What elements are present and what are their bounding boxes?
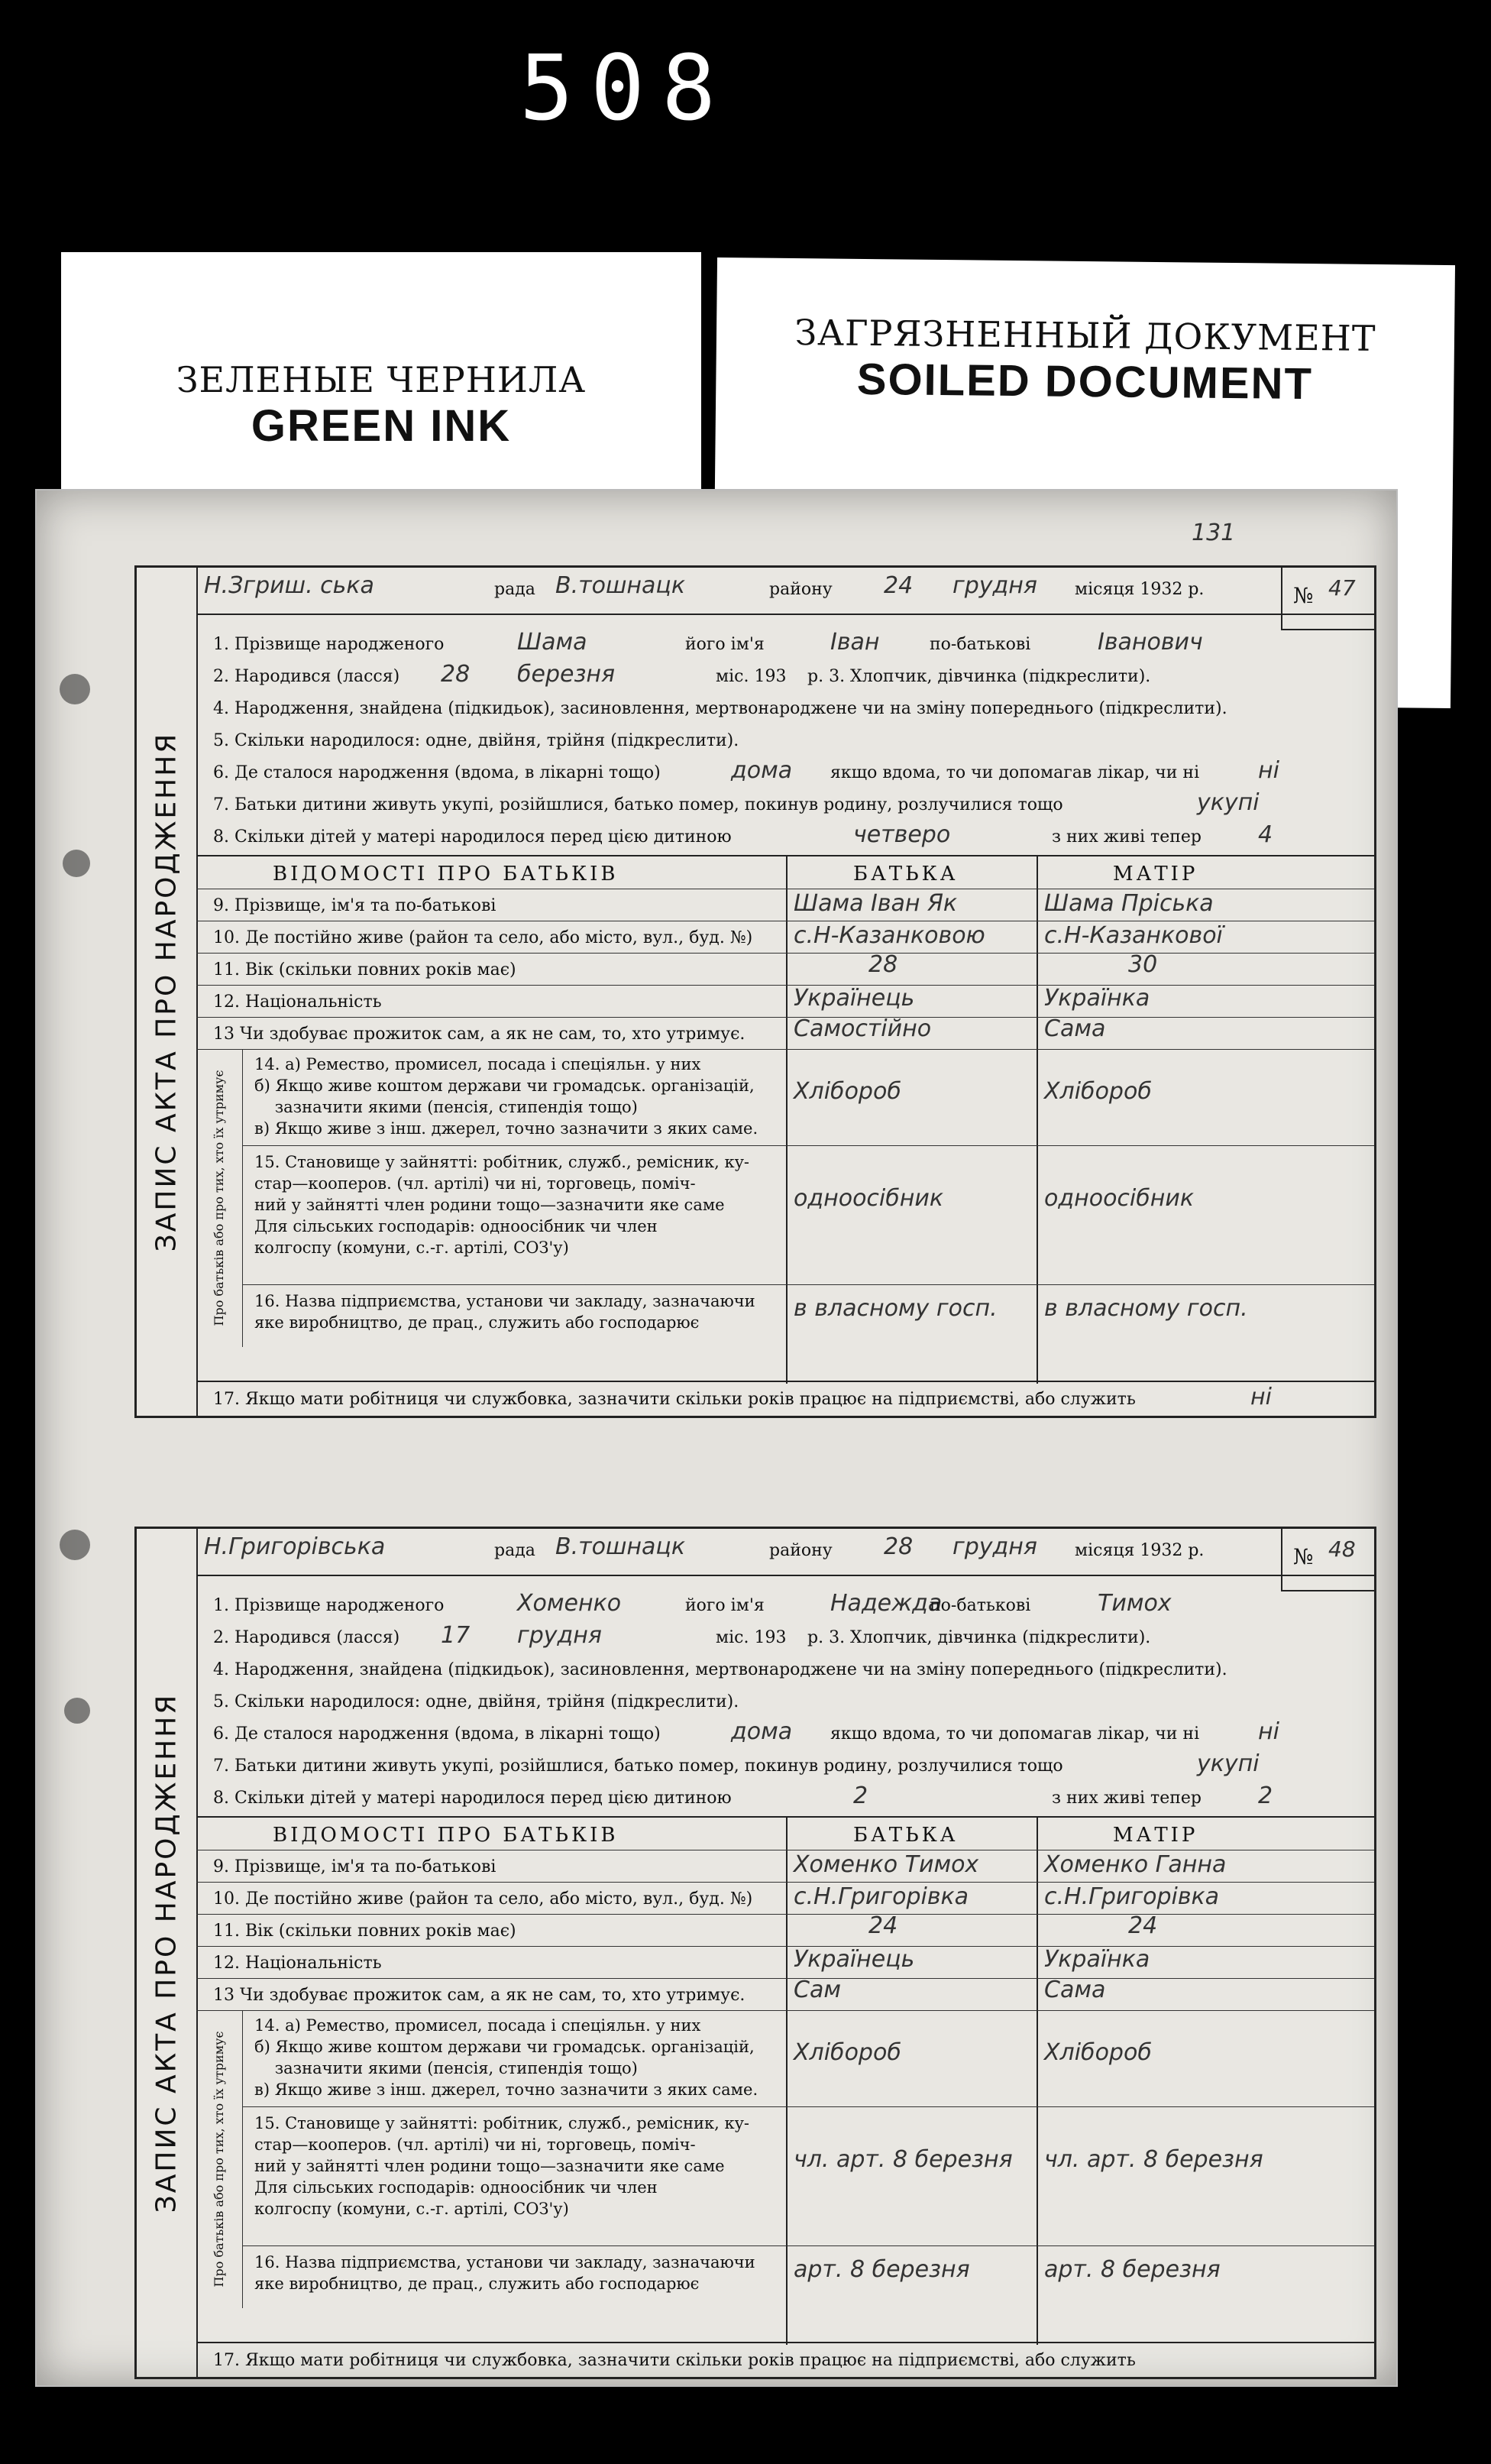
row-7 [196, 1749, 1374, 1781]
row-8 [196, 1781, 1374, 1813]
row-5 [196, 1685, 1374, 1717]
row-9-label: 9. Прізвище, ім'я та по-батькові [213, 1857, 496, 1876]
green-ink-label [61, 252, 701, 504]
record-header [196, 1529, 1374, 1576]
row-17-label: 17. Якщо мати робітниця чи службовка, зазначити скільки років працює на підприємстві, або служить [213, 1390, 1136, 1409]
rayon-label: району [769, 1541, 833, 1560]
children-alive: 2 [1258, 1782, 1273, 1809]
binding-hole [60, 674, 90, 704]
row-11-label: 11. Вік (скільки повних років має) [213, 960, 516, 979]
row-9-label: 9. Прізвище, ім'я та по-батькові [213, 896, 496, 915]
doctor-value: ні [1258, 757, 1279, 784]
row-5 [196, 724, 1374, 756]
soiled-label-ru: ЗАГРЯЗНЕННЫЙ ДОКУМЕНТ [794, 312, 1376, 359]
record-side-title: ЗАПИС АКТА ПРО НАРОДЖЕННЯ [137, 1529, 198, 2377]
row-17 [196, 1381, 1374, 1416]
row-14-label: 14. а) Ремество, промисел, посада і спеціяльн. у них б) Якщо живе коштом держави чи громадськ. організацій, зазначити якими (пенсія, стипендія тощо) в) Якщо живе з інш. джерел, точно зазначити з яких саме. [254, 1055, 758, 1138]
born-day: 28 [441, 661, 471, 688]
mother-name: Хоменко Ганна [1044, 1851, 1227, 1878]
row-17-label: 17. Якщо мати робітниця чи службовка, зазначити скільки років працює на підприємстві, або служить [213, 2351, 1136, 2370]
father-name: Хоменко Тимох [794, 1851, 979, 1878]
father-status: одноосібник [794, 1185, 943, 1212]
mother-age: 24 [1128, 1912, 1158, 1939]
district-value: В.тошнацк [555, 572, 685, 599]
row-1-name-label: його ім'я [685, 1596, 765, 1615]
birth-record [134, 565, 1376, 1418]
row-1 [196, 1588, 1374, 1621]
row-4-label: 4. Народження, знайдена (підкидьок), засиновлення, мертвонароджене чи на зміну попереднього (підкреслити). [213, 699, 1227, 718]
record-number-box [1281, 1529, 1374, 1591]
row-8-label: 8. Скільки дітей у матері народилося перед цією дитиною [213, 827, 732, 847]
father-support: Сам [794, 1977, 841, 2003]
parents-header: ВІДОМОСТІ ПРО БАТЬКІВ [273, 1824, 619, 1847]
row-17 [196, 2342, 1374, 2377]
row-6 [196, 1717, 1374, 1749]
binding-hole [64, 1698, 90, 1724]
row-12-label: 12. Національність [213, 992, 382, 1012]
day-value: 28 [884, 1533, 914, 1560]
parents-header: ВІДОМОСТІ ПРО БАТЬКІВ [273, 863, 619, 886]
row-4 [196, 691, 1374, 724]
row-2-month-label: міс. 193 [716, 667, 787, 686]
parents-status: укупі [1197, 1750, 1260, 1777]
children-before: четверо [853, 821, 951, 848]
side-note: Про батьків або про тих, хто їх утримує [196, 2010, 243, 2308]
mother-column-header: МАТІР [1113, 863, 1198, 886]
mother-residence: с.Н-Казанкової [1044, 922, 1223, 949]
binding-hole [60, 1530, 90, 1560]
row-1-patronymic-label: по-батькові [930, 635, 1031, 654]
born-month: березня [517, 661, 616, 688]
mother-workplace: арт. 8 березня [1044, 2256, 1221, 2283]
row-13-label: 13 Чи здобуває прожиток сам, а як не сам, то, хто утримує. [213, 1986, 746, 2005]
rayon-label: району [769, 580, 833, 599]
village-council-value: Н.Згриш. ська [204, 572, 374, 599]
row-7-label: 7. Батьки дитини живуть укупі, розійшлися, батько помер, покинув родину, розлучилися тощо [213, 795, 1063, 814]
row-2-label: 2. Народився (ласся) [213, 667, 400, 686]
mother-nationality: Українка [1044, 1946, 1150, 1973]
row-1 [196, 627, 1374, 659]
row-13-label: 13 Чи здобуває прожиток сам, а як не сам, то, хто утримує. [213, 1025, 746, 1044]
children-alive: 4 [1258, 821, 1273, 848]
mother-occupation: Хлібороб [1044, 2039, 1152, 2066]
row-1-label: 1. Прізвище народженого [213, 635, 445, 654]
mother-workplace: в власному госп. [1044, 1295, 1248, 1322]
row-1-patronymic-label: по-батькові [930, 1596, 1031, 1615]
month-year-label: місяця 1932 р. [1075, 1541, 1205, 1560]
month-year-label: місяця 1932 р. [1075, 580, 1205, 599]
row-2 [196, 1621, 1374, 1653]
row-12-label: 12. Національність [213, 1954, 382, 1973]
children-before: 2 [853, 1782, 868, 1809]
page-number-handwritten: 131 [1192, 520, 1236, 546]
number-sign: № [1293, 1544, 1314, 1569]
mother-status: одноосібник [1044, 1185, 1194, 1212]
row-1-label: 1. Прізвище народженого [213, 1596, 445, 1615]
row-8 [196, 820, 1374, 852]
row-2-sex-label: р. 3. Хлопчик, дівчинка (підкреслити). [807, 1628, 1151, 1647]
month-value: грудня [952, 572, 1037, 599]
father-occupation: Хлібороб [794, 1078, 901, 1105]
row-2-month-label: міс. 193 [716, 1628, 787, 1647]
record-number: 47 [1328, 575, 1356, 601]
father-occupation: Хлібороб [794, 2039, 901, 2066]
father-nationality: Українець [794, 985, 915, 1012]
record-number-box [1281, 568, 1374, 630]
row-4 [196, 1653, 1374, 1685]
row-2-sex-label: р. 3. Хлопчик, дівчинка (підкреслити). [807, 667, 1151, 686]
parents-table [196, 855, 1374, 1384]
birth-place: дома [731, 757, 793, 784]
father-status: чл. арт. 8 березня [794, 2146, 1013, 2173]
child-patronymic: Тимох [1098, 1590, 1172, 1617]
father-residence: с.Н.Григорівка [794, 1883, 969, 1910]
mother-residence: с.Н.Григорівка [1044, 1883, 1220, 1910]
row-6 [196, 756, 1374, 788]
day-value: 24 [884, 572, 914, 599]
mother-support: Сама [1044, 1015, 1106, 1042]
mother-column-header: МАТІР [1113, 1824, 1198, 1847]
row-10-label: 10. Де постійно живе (район та село, або місто, вул., буд. №) [213, 1889, 753, 1909]
child-name: Іван [830, 629, 880, 656]
village-council-value: Н.Григорівська [204, 1533, 386, 1560]
row-11-label: 11. Вік (скільки повних років має) [213, 1922, 516, 1941]
father-age: 24 [868, 1912, 898, 1939]
rada-label: рада [494, 1541, 535, 1560]
father-nationality: Українець [794, 1946, 915, 1973]
mother-age: 30 [1128, 951, 1158, 978]
mother-status: чл. арт. 8 березня [1044, 2146, 1263, 2173]
green-ink-label-en: GREEN INK [251, 401, 512, 451]
mother-name: Шама Пріська [1044, 890, 1214, 917]
row-6-doctor-label: якщо вдома, то чи допомагав лікар, чи ні [830, 763, 1200, 782]
father-workplace: в власному госп. [794, 1295, 998, 1322]
row-15-label: 15. Становище у зайнятті: робітник, служб., ремісник, ку- стар—кооперов. (чл. артілі) чи ні, торговець, поміч- ний у зайнятті член родини тощо—зазначити яке саме Для сільських господарів: одноосібник чи член колгоспу (комуни, с.-г. артілі, СОЗ'у) [254, 1153, 750, 1257]
row-6-label: 6. Де сталося народження (вдома, в лікарні тощо) [213, 1724, 661, 1744]
row-15-label: 15. Становище у зайнятті: робітник, служб., ремісник, ку- стар—кооперов. (чл. артілі) чи ні, торговець, поміч- ний у зайнятті член родини тощо—зазначити яке саме Для сільських господарів: одноосібник чи член колгоспу (комуни, с.-г. артілі, СОЗ'у) [254, 2114, 750, 2218]
row-16-label: 16. Назва підприємства, установи чи закладу, зазначаючи яке виробництво, де прац., служить або господарює [254, 2253, 755, 2293]
record-number: 48 [1328, 1536, 1356, 1562]
month-value: грудня [952, 1533, 1037, 1560]
green-ink-label-ru: ЗЕЛЕНЫЕ ЧЕРНИЛА [176, 359, 587, 400]
number-sign: № [1293, 583, 1314, 608]
parents-status: укупі [1197, 789, 1260, 816]
father-name: Шама Іван Як [794, 890, 958, 917]
child-surname: Хоменко [517, 1590, 622, 1617]
doctor-value: ні [1258, 1718, 1279, 1745]
record-header [196, 568, 1374, 615]
father-age: 28 [868, 951, 898, 978]
row-8-label: 8. Скільки дітей у матері народилося перед цією дитиною [213, 1789, 732, 1808]
rada-label: рада [494, 580, 535, 599]
record-side-title: ЗАПИС АКТА ПРО НАРОДЖЕННЯ [137, 568, 198, 1416]
microfilm-frame-number: 508 [519, 35, 733, 141]
father-workplace: арт. 8 березня [794, 2256, 970, 2283]
binding-hole [63, 850, 90, 877]
row-6-label: 6. Де сталося народження (вдома, в лікарні тощо) [213, 763, 661, 782]
row-2-label: 2. Народився (ласся) [213, 1628, 400, 1647]
row-2 [196, 659, 1374, 691]
father-column-header: БАТЬКА [853, 863, 959, 886]
birth-record [134, 1527, 1376, 2379]
mother-support: Сама [1044, 1977, 1106, 2003]
child-name: Надежда [830, 1590, 943, 1617]
side-note: Про батьків або про тих, хто їх утримує [196, 1049, 243, 1347]
row-6-doctor-label: якщо вдома, то чи допомагав лікар, чи ні [830, 1724, 1200, 1744]
row-7-label: 7. Батьки дитини живуть укупі, розійшлися, батько помер, покинув родину, розлучилися тощо [213, 1757, 1063, 1776]
row-10-label: 10. Де постійно живе (район та село, або місто, вул., буд. №) [213, 928, 753, 947]
row-5-label: 5. Скільки народилося: одне, двійня, трійня (підкреслити). [213, 731, 739, 750]
born-month: грудня [517, 1622, 602, 1649]
row-14-label: 14. а) Ремество, промисел, посада і спеціяльн. у них б) Якщо живе коштом держави чи громадськ. організацій, зазначити якими (пенсія, стипендія тощо) в) Якщо живе з інш. джерел, точно зазначити з яких саме. [254, 2016, 758, 2099]
row-5-label: 5. Скільки народилося: одне, двійня, трійня (підкреслити). [213, 1692, 739, 1711]
father-support: Самостійно [794, 1015, 932, 1042]
birth-place: дома [731, 1718, 793, 1745]
row-8-alive-label: з них живі тепер [1052, 827, 1202, 847]
father-column-header: БАТЬКА [853, 1824, 959, 1847]
row-1-name-label: його ім'я [685, 635, 765, 654]
mother-occupation: Хлібороб [1044, 1078, 1152, 1105]
mother-nationality: Українка [1044, 985, 1150, 1012]
row-16-label: 16. Назва підприємства, установи чи закладу, зазначаючи яке виробництво, де прац., служить або господарює [254, 1292, 755, 1332]
child-patronymic: Іванович [1098, 629, 1203, 656]
district-value: В.тошнацк [555, 1533, 685, 1560]
soiled-label-en: SOILED DOCUMENT [856, 354, 1314, 410]
child-surname: Шама [517, 629, 587, 656]
row-4-label: 4. Народження, знайдена (підкидьок), засиновлення, мертвонароджене чи на зміну попереднього (підкреслити). [213, 1660, 1227, 1679]
row-7 [196, 788, 1374, 820]
father-residence: с.Н-Казанковою [794, 922, 985, 949]
row-8-alive-label: з них живі тепер [1052, 1789, 1202, 1808]
row-17-value: ні [1250, 1384, 1272, 1410]
born-day: 17 [441, 1622, 471, 1649]
parents-table [196, 1816, 1374, 2345]
